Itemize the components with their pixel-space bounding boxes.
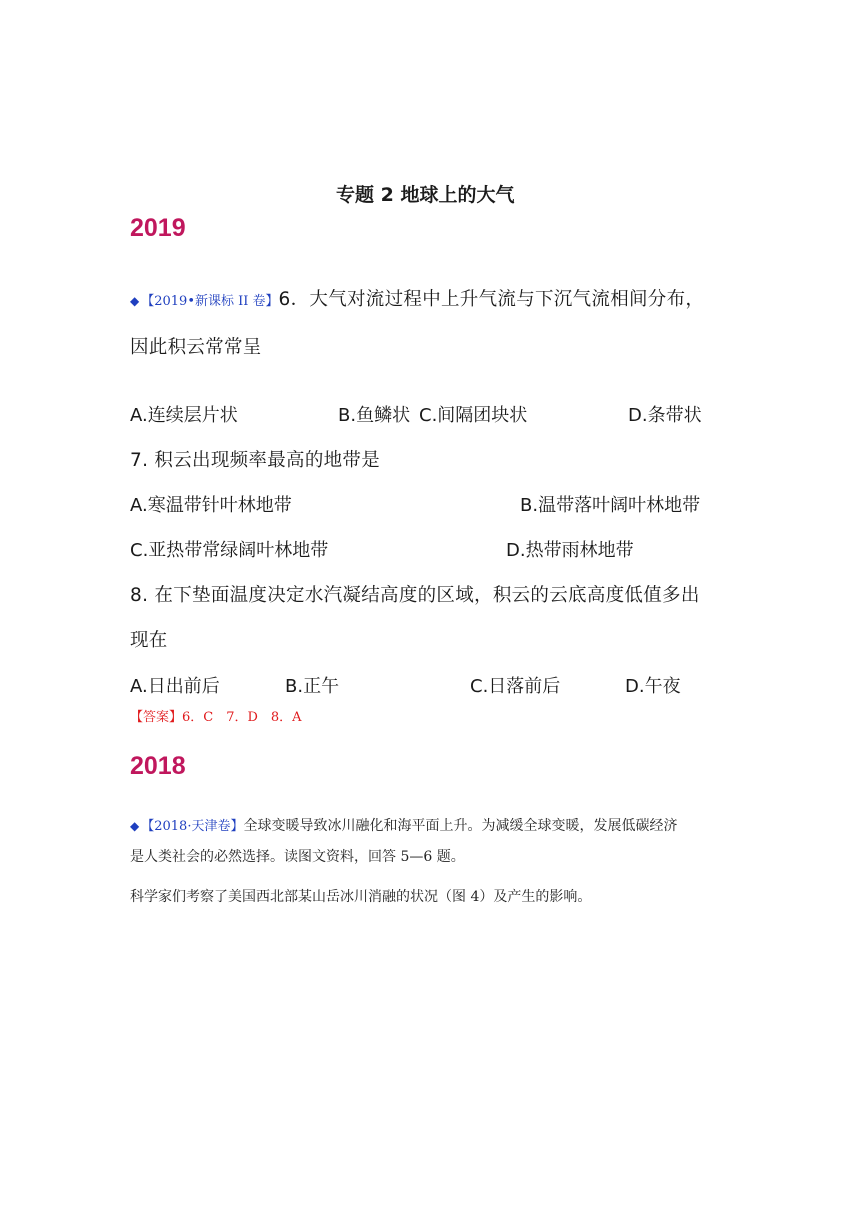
diamond-icon: ◆ xyxy=(130,294,140,308)
answer-line: 【答案】6．C 7．D 8．A xyxy=(130,710,302,725)
q8-option-a: A.日出前后 xyxy=(130,676,220,697)
q8-option-d: D.午夜 xyxy=(625,676,681,697)
year-heading-2019: 2019 xyxy=(130,214,186,242)
intro-text: 全球变暖导致冰川融化和海平面上升。为减缓全球变暖，发展低碳经济 xyxy=(243,818,678,834)
q7-option-c: C.亚热带常绿阔叶林地带 xyxy=(130,540,329,561)
q7-option-d: D.热带雨林地带 xyxy=(506,540,634,561)
q7-option-a: A.寒温带针叶林地带 xyxy=(130,495,292,516)
question-8-text: 8. 在下垫面温度决定水汽凝结高度的区域，积云的云底高度低值多出 xyxy=(130,585,700,606)
page-title: 专题 2 地球上的大气 xyxy=(336,184,515,206)
q6-option-a: A.连续层片状 xyxy=(130,405,238,426)
question-6 xyxy=(130,285,704,311)
q6-option-c: C.间隔团块状 xyxy=(419,405,528,426)
year-heading-2018: 2018 xyxy=(130,752,186,780)
q6-option-d: D.条带状 xyxy=(628,405,702,426)
question-7-text: 7. 积云出现频率最高的地带是 xyxy=(130,450,381,471)
question-6-text: 6．大气对流过程中上升气流与下沉气流相间分布， xyxy=(278,289,705,310)
source-tag xyxy=(130,294,279,309)
source-tag-2018 xyxy=(130,819,243,834)
q8-option-c: C.日落前后 xyxy=(470,676,561,697)
question-8-text-cont: 现在 xyxy=(130,630,168,651)
source-tag-label: 【2019•新课标 II 卷】 xyxy=(141,294,279,309)
q7-option-b: B.温带落叶阔叶林地带 xyxy=(520,495,701,516)
intro-text-cont: 是人类社会的必然选择。读图文资料，回答 5—6 题。 xyxy=(130,849,465,865)
diamond-icon: ◆ xyxy=(130,819,140,833)
context-paragraph: 科学家们考察了美国西北部某山岳冰川消融的状况（图 4）及产生的影响。 xyxy=(130,889,592,905)
source-2018-paragraph xyxy=(130,815,677,835)
question-6-text-cont: 因此积云常常呈 xyxy=(130,337,262,358)
q6-option-b: B.鱼鳞状 xyxy=(338,405,411,426)
source-tag-2018-label: 【2018·天津卷】 xyxy=(141,819,244,834)
q8-option-b: B.正午 xyxy=(285,676,340,697)
